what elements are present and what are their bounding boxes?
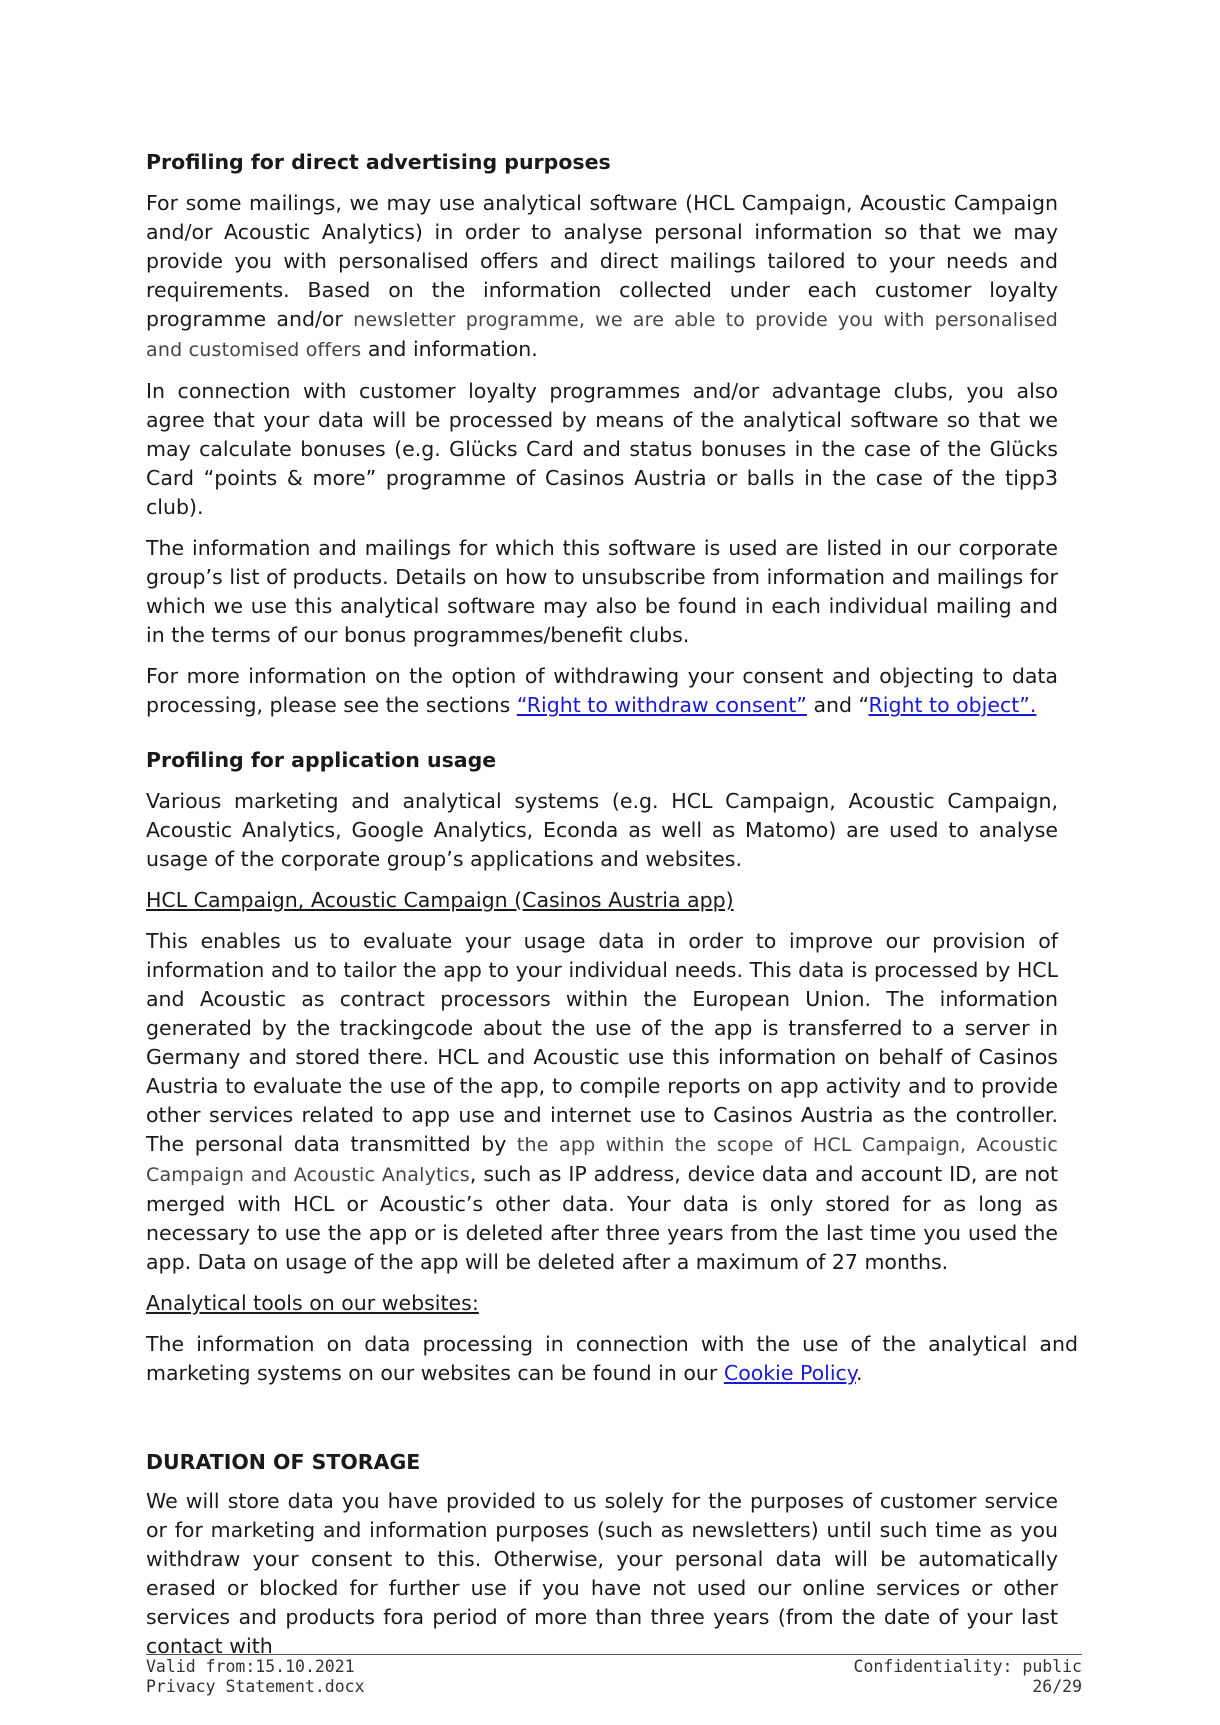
right-to-object-link[interactable]: Right to object”. [868, 693, 1037, 717]
heading-profiling-application-usage: Profiling for application usage [146, 748, 497, 772]
footer-filename: Privacy Statement.docx [146, 1677, 365, 1696]
document-body [146, 148, 1078, 1673]
paragraph-text-light: newsletter programme, we are able to provide you with personalised and customised offers [146, 309, 1058, 361]
paragraph-text-light: the app within the scope of HCL Campaign, Acoustic Campaign and Acoustic Analytics [146, 1134, 1058, 1186]
paragraph-loyalty-programmes: In connection with customer loyalty programmes and/or advantage clubs, you also agree that your data will be processed by means of the analytical software so that we may calculate bonuses (e.g. Glücks Card and status bonuses in the case of the Glücks Card “points & more” programme of Casinos Austria or balls in the case of the tipp3 club). [146, 379, 1058, 519]
paragraph-text: For some mailings, we may use analytical software (HCL Campaign, Acoustic Campaign and/or Acoustic Analytics) in order to analyse personal information so that we may provide you with personalised offers and direct mailings tailored to your needs and requirements. Based on the information collected under each customer loyalty programme and/or [146, 191, 1058, 331]
cookie-policy-link[interactable]: Cookie Policy [723, 1361, 857, 1385]
footer-confidentiality: Confidentiality: public [853, 1657, 1082, 1676]
paragraph-mailings: The information and mailings for which this software is used are listed in our corporate group’s list of products. Details on how to unsubscribe from information and mailings for which we use this analytical software may also be found in each individual mailing and in the terms of our bonus programmes/benefit clubs. [146, 536, 1058, 647]
footer-row [146, 1677, 1082, 1697]
paragraph-text: . [856, 1361, 863, 1385]
paragraph-text: This enables us to evaluate your usage data in order to improve our provision of information and to tailor the app to your individual needs. This data is processed by HCL and Acoustic as contract processors within the European Union. The information generated by the trackingcode about the use of the app is transferred to a server in Germany and stored there. HCL and Acoustic use this information on behalf of Casinos Austria to evaluate the use of the app, to compile reports on app activity and to provide other services related to app use and internet use to Casinos Austria as the controller. The personal data transmitted by [146, 929, 1058, 1156]
paragraph-text: , such as IP address, device data and account ID, are not merged with HCL or Acoustic’s other data. Your data is only stored for as long as necessary to use the app or is deleted after three years from the last time you used the app. Data on usage of the app will be deleted after a maximum of 27 months. [146, 1162, 1058, 1274]
footer-row [146, 1657, 1082, 1677]
paragraph-storage: We will store data you have provided to us solely for the purposes of customer service or for marketing and information purposes (such as newsletters) until such time as you withdraw your consent to this. Otherwise, your personal data will be automatically erased or blocked for further use if you have not used our online services or other services and products fora period of more than three years (from the date of your last contact with [146, 1489, 1058, 1658]
heading-profiling-direct-advertising: Profiling for direct advertising purposes [146, 150, 611, 174]
page-footer [146, 1654, 1082, 1697]
paragraph-usage-data [146, 927, 1058, 1277]
paragraph-marketing-systems: Various marketing and analytical systems (e.g. HCL Campaign, Acoustic Campaign, Acoustic Analytics, Google Analytics, Econda as well as Matomo) are used to analyse usage of the corporate group’s applications and websites. [146, 789, 1058, 871]
right-to-withdraw-consent-link[interactable]: “Right to withdraw consent” [516, 693, 807, 717]
paragraph-analytical-software [146, 189, 1058, 365]
heading-duration-of-storage: DURATION OF STORAGE [146, 1450, 421, 1474]
subheading-analytical-tools: Analytical tools on our websites: [146, 1291, 479, 1315]
paragraph-cookie-policy [146, 1330, 1078, 1388]
paragraph-withdraw-consent [146, 662, 1058, 720]
footer-valid-from: Valid from:15.10.2021 [146, 1657, 355, 1676]
paragraph-text: For more information on the option of withdrawing your consent and objecting to data processing, please see the sections [146, 664, 1058, 717]
subheading-hcl-campaign: HCL Campaign, Acoustic Campaign (Casinos Austria app) [146, 888, 734, 912]
footer-page-number: 26/29 [1032, 1677, 1082, 1696]
paragraph-text: and information. [367, 337, 538, 361]
paragraph-text: The information on data processing in connection with the use of the analytical and marketing systems on our websites can be found in our [146, 1332, 1078, 1385]
paragraph-text: and “ [806, 693, 869, 717]
